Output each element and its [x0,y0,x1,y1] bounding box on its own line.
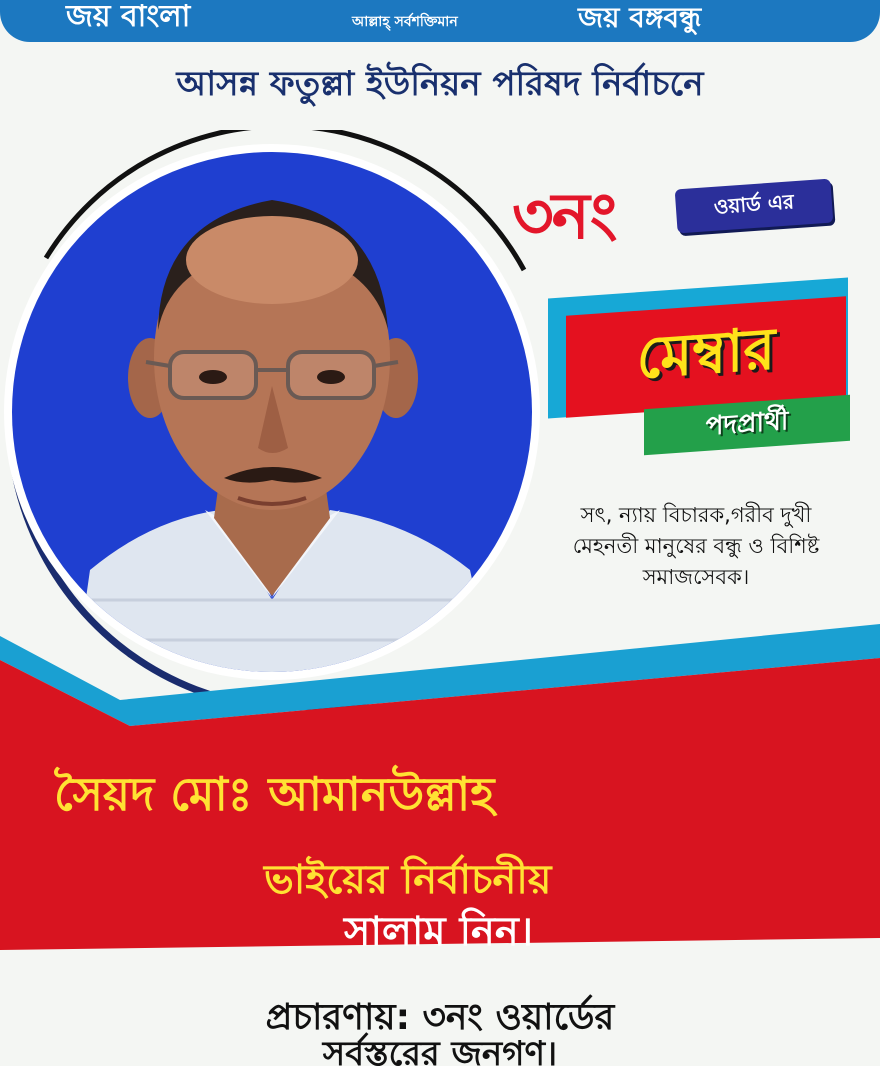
member-badge [548,288,858,468]
slogan-allahu: আল্লাহ্ সর্বশক্তিমান [352,14,458,30]
election-subtitle: আসন্ন ফতুল্লা ইউনিয়ন পরিষদ নির্বাচনে [176,64,704,104]
top-slogan-banner [0,0,880,42]
slogan-joy-bangla: জয় বাংলা [66,0,191,34]
slogan-joy-bangabandhu: জয় বঙ্গবন্ধু [578,1,702,34]
greeting-line-1: ভাইয়ের নির্বাচনীয় [264,857,552,903]
ward-tag: ওয়ার্ড এর [675,179,834,234]
forehead-highlight [186,216,358,304]
tagline-line-2: মেহনতী মানুষের বন্ধু ও বিশিষ্ট [572,534,820,558]
tagline-line-3: সমাজসেবক। [642,565,750,589]
footer-line-2: সর্বস্তরের জনগণ। [322,1034,558,1066]
ward-number: ৩নং [512,180,616,254]
member-title: মেম্বার [636,313,776,392]
candidate-name: সৈয়দ মোঃ আমানউল্লাহ [54,767,495,821]
candidate-tagline [526,500,866,593]
greeting-line-2: সালাম নিন। [344,909,534,955]
right-eye [317,370,345,384]
left-eye [199,370,227,384]
tagline-line-1: সৎ, ন্যায় বিচারক,গরীব দুখী [580,503,812,527]
footer-line-1: প্রচারণায়: ৩নং ওয়ার্ডের [265,997,615,1038]
candidate-label: পদপ্রার্থী [705,406,789,442]
